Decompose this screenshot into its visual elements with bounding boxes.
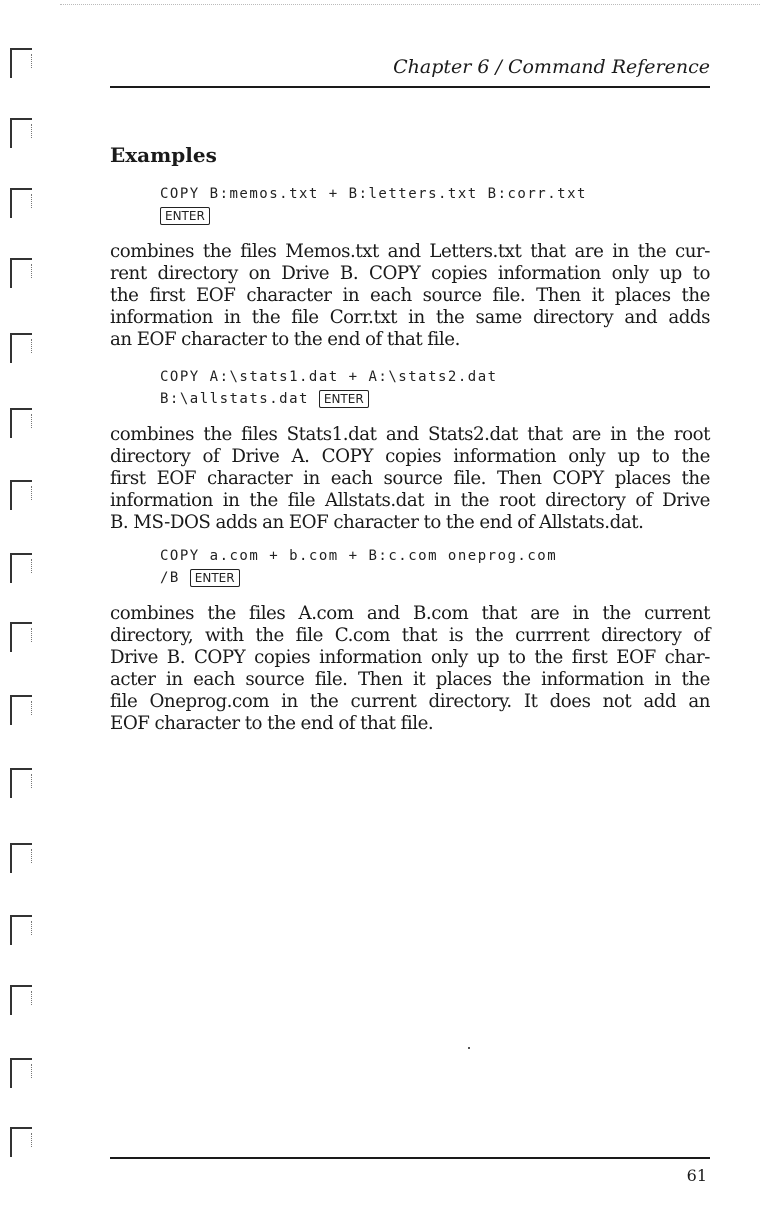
description-line: information in the file Allstats.dat in the root directory of Drive <box>110 490 710 511</box>
binding-mark <box>10 553 34 593</box>
binding-mark <box>10 118 34 158</box>
binding-mark <box>10 1058 34 1098</box>
scan-artifact-top <box>60 4 760 5</box>
binding-mark <box>10 915 34 955</box>
command-example-2 <box>160 366 498 410</box>
command-line: COPY A:\stats1.dat + A:\stats2.dat <box>160 369 498 385</box>
description-line: file Oneprog.com in the current directory. It does not add an <box>110 691 710 712</box>
binding-mark <box>10 695 34 735</box>
scan-artifact-speck <box>468 1047 470 1049</box>
binding-mark <box>10 188 34 228</box>
command-line: COPY a.com + b.com + B:c.com oneprog.com <box>160 548 558 564</box>
description-line: an EOF character to the end of that file. <box>110 329 460 350</box>
command-line: COPY B:memos.txt + B:letters.txt B:corr.txt <box>160 186 587 202</box>
description-line: Drive B. COPY copies information only up to the first EOF char- <box>110 647 710 668</box>
description-line: combines the files A.com and B.com that are in the current <box>110 603 710 624</box>
description-line: B. MS-DOS adds an EOF character to the end of Allstats.dat. <box>110 512 644 533</box>
description-line: first EOF character in each source file. Then COPY places the <box>110 468 710 489</box>
description-line: the first EOF character in each source file. Then it places the <box>110 285 710 306</box>
example-3-description <box>110 603 710 735</box>
footer-rule <box>110 1157 710 1159</box>
header-rule <box>110 86 710 88</box>
command-example-3 <box>160 545 557 589</box>
description-line: information in the file Corr.txt in the same directory and adds <box>110 307 710 328</box>
section-heading: Examples <box>110 143 217 167</box>
description-line: combines the files Stats1.dat and Stats2.dat that are in the root <box>110 424 710 445</box>
binding-mark <box>10 333 34 373</box>
running-header <box>110 56 710 82</box>
command-example-1 <box>160 183 587 227</box>
binding-mark <box>10 985 34 1025</box>
description-line: rent directory on Drive B. COPY copies information only up to <box>110 263 710 284</box>
binding-mark <box>10 768 34 808</box>
enter-key-icon: ENTER <box>319 390 369 408</box>
command-line: /B <box>160 570 190 586</box>
example-1-description <box>110 241 710 351</box>
binding-mark <box>10 843 34 883</box>
binding-mark <box>10 48 34 88</box>
command-line: B:\allstats.dat <box>160 391 319 407</box>
description-line: EOF character to the end of that file. <box>110 713 434 734</box>
binding-mark <box>10 258 34 298</box>
description-line: directory of Drive A. COPY copies information only up to the <box>110 446 710 467</box>
page-number: 61 <box>686 1166 707 1185</box>
binding-mark <box>10 408 34 448</box>
binding-mark <box>10 622 34 662</box>
chapter-title: Chapter 6 / Command Reference <box>393 56 710 78</box>
binding-mark <box>10 1127 34 1167</box>
description-line: combines the files Memos.txt and Letters.txt that are in the cur- <box>110 241 710 262</box>
enter-key-icon: ENTER <box>160 207 210 225</box>
binding-marks <box>0 0 50 1219</box>
description-line: acter in each source file. Then it places the information in the <box>110 669 710 690</box>
example-2-description <box>110 424 710 534</box>
binding-mark <box>10 480 34 520</box>
enter-key-icon: ENTER <box>190 569 240 587</box>
description-line: directory, with the file C.com that is the currrent directory of <box>110 625 710 646</box>
